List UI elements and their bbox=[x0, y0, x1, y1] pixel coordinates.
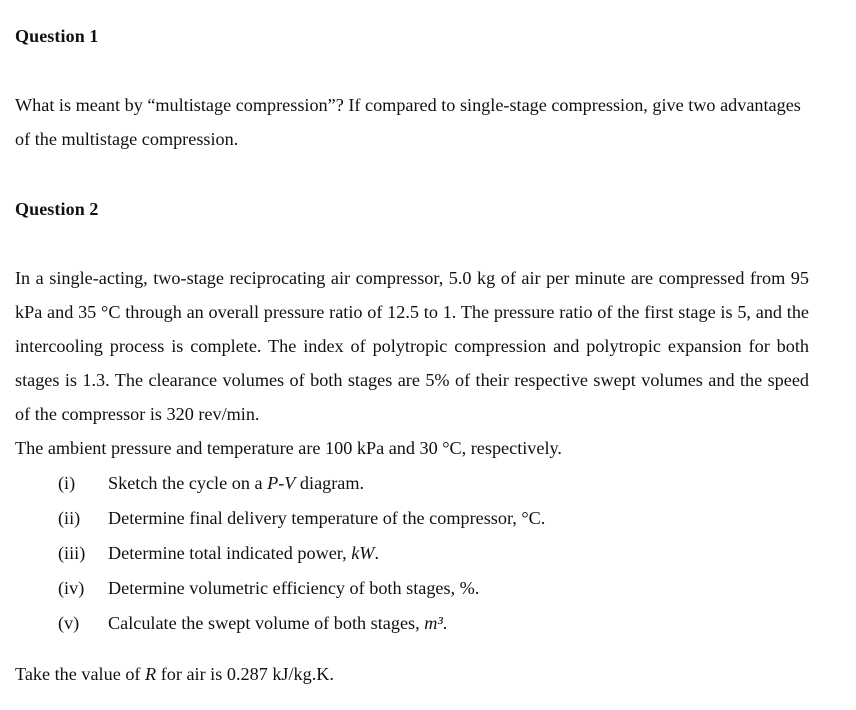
subquestion-text: Calculate the swept volume of both stages, bbox=[108, 613, 425, 633]
question-1-text: What is meant by “multistage compression”? If compared to single-stage compression, give two advantages of the multistage compression. bbox=[15, 95, 801, 149]
subquestion-text: Determine final delivery temperature of the compressor, °C. bbox=[108, 508, 546, 528]
subquestion-number: (ii) bbox=[58, 508, 81, 528]
subquestion-item bbox=[58, 571, 545, 606]
subquestion-text: Determine volumetric efficiency of both stages, %. bbox=[108, 578, 480, 598]
gas-constant-note bbox=[15, 657, 334, 691]
subquestion-number: (iii) bbox=[58, 543, 86, 563]
question-2-subquestions bbox=[58, 466, 545, 641]
note-symbol: R bbox=[145, 664, 157, 684]
question-2-body: In a single-acting, two-stage reciprocating air compressor, 5.0 kg of air per minute are compressed from 95 kPa and 35 °C through an overall pressure ratio of 12.5 to 1. The pressure ratio of the first stage is 5, and the intercooling process is complete. The index of polytropic compression and polytropic expansion for both stages is 1.3. The clearance volumes of both stages are 5% of their respective swept volumes and the speed of the compressor is 320 rev/min. bbox=[15, 268, 809, 424]
subquestion-text-end: . bbox=[374, 543, 379, 563]
question-2-last-line: The ambient pressure and temperature are 100 kPa and 30 °C, respectively. bbox=[15, 438, 562, 458]
subquestion-item bbox=[58, 606, 545, 641]
subquestion-item bbox=[58, 501, 545, 536]
note-text-end: for air is 0.287 kJ/kg.K. bbox=[156, 664, 334, 684]
subquestion-number: (v) bbox=[58, 613, 80, 633]
note-text: Take the value of bbox=[15, 664, 146, 684]
subquestion-symbol: P-V bbox=[267, 473, 296, 493]
subquestion-number: (iv) bbox=[58, 578, 85, 598]
subquestion-text: Determine total indicated power, bbox=[108, 543, 352, 563]
subquestion-symbol: kW bbox=[351, 543, 375, 563]
subquestion-item bbox=[58, 466, 545, 501]
question-2-heading: Question 2 bbox=[15, 199, 99, 219]
subquestion-number: (i) bbox=[58, 473, 76, 493]
subquestion-item bbox=[58, 536, 545, 571]
subquestion-symbol: m³ bbox=[424, 613, 443, 633]
question-2-text bbox=[15, 261, 809, 465]
question-1-heading: Question 1 bbox=[15, 26, 99, 46]
subquestion-text-end: diagram. bbox=[295, 473, 365, 493]
subquestion-text-end: . bbox=[442, 613, 448, 633]
subquestion-text: Sketch the cycle on a bbox=[108, 473, 268, 493]
